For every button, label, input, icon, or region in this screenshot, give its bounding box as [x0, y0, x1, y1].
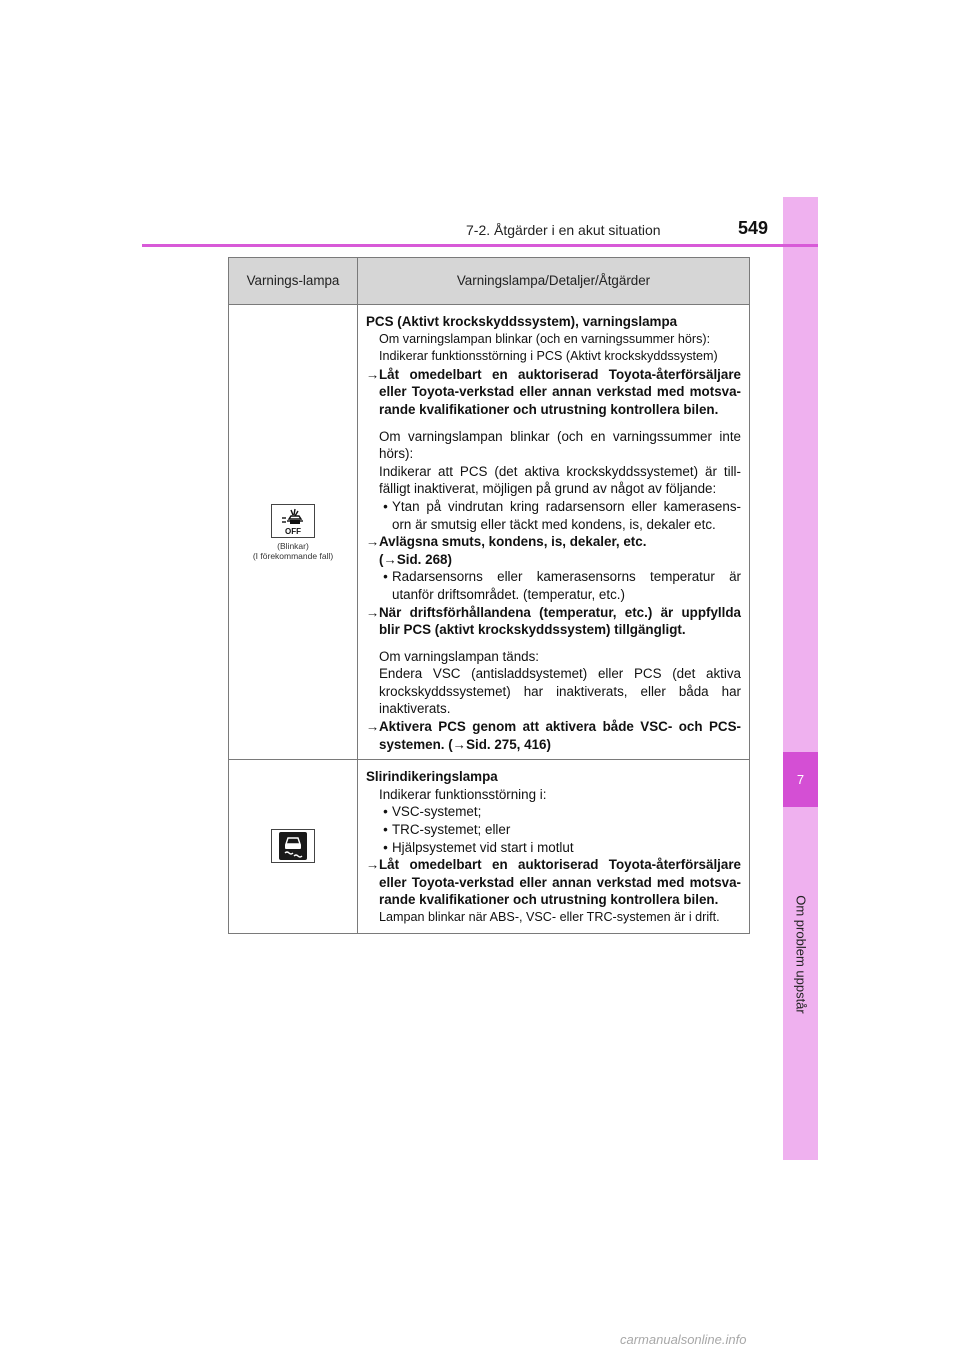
bullet-icon: • — [383, 839, 388, 855]
arrow-icon: → — [366, 719, 380, 735]
icon-off-text: OFF — [285, 526, 301, 536]
bullet-item: • Ytan på vindrutan kring radarsensorn eller kamerasens-orn är smutsig eller täckt med kondens, is, dekaler etc. — [366, 498, 741, 533]
table-row — [229, 305, 750, 760]
table-header-row — [229, 258, 750, 305]
indication-text: Indikerar att PCS (det aktiva krockskyddssystemet) är till-fälligt inaktiverat, möjligen på grund av något av följande: — [379, 463, 741, 497]
action-text: → Aktivera PCS genom att aktivera både VSC- och PCS-systemen. (→Sid. 275, 416) — [366, 719, 741, 752]
bullet-icon: • — [383, 569, 388, 585]
bullet-icon: • — [383, 498, 388, 514]
chapter-side-tab — [783, 197, 818, 1160]
skidding-car-icon — [279, 832, 307, 860]
arrow-icon: → — [366, 366, 380, 382]
arrow-icon: → — [366, 604, 380, 620]
condition-text: Om varningslampan tänds: — [379, 648, 540, 664]
pcs-off-warning-icon — [271, 504, 315, 538]
arrow-icon: → — [366, 534, 380, 550]
action-text: → Avlägsna smuts, kondens, is, dekaler, etc. (→Sid. 268) — [366, 534, 647, 567]
watermark: carmanualsonline.info — [620, 1332, 747, 1347]
warning-lamp-table — [228, 257, 750, 934]
bullet-item: • Hjälpsystemet vid start i motlut — [366, 839, 741, 857]
header-lamp: Varnings-lampa — [229, 258, 358, 305]
action-text: → Låt omedelbart en auktoriserad Toyota-återförsäljare eller Toyota-verkstad eller annan verkstad med motsva-rande kvalifikationer och utrustning kontrollera bilen. — [366, 857, 741, 908]
lamp-cell — [229, 760, 358, 933]
bullet-item: • VSC-systemet; — [366, 803, 741, 821]
lamp-title: PCS (Aktivt krockskyddssystem), varningslampa — [366, 314, 678, 329]
lamp-title: Slirindikeringslampa — [366, 769, 498, 785]
details-cell — [358, 760, 750, 933]
indication-text: Indikerar funktionsstörning i PCS (Aktivt krockskyddssystem) — [379, 349, 718, 364]
indication-text: Indikerar funktionsstörning i: — [379, 786, 547, 802]
condition-text: Om varningslampan blinkar (och en varningssummer inte hörs): — [379, 428, 741, 462]
bullet-icon: • — [383, 822, 388, 838]
section-title: 7-2. Åtgärder i en akut situation — [466, 222, 661, 238]
bullet-icon: • — [383, 804, 388, 820]
chapter-number: 7 — [796, 772, 805, 787]
slip-indicator-icon — [271, 829, 315, 863]
arrow-icon: → — [366, 857, 380, 873]
bullet-item: • Radarsensorns eller kamerasensorns temperatur är utanför driftsområdet. (temperatur, etc.) — [366, 568, 741, 603]
action-text: → När driftsförhållandena (temperatur, etc.) är uppfyllda blir PCS (aktivt krockskyddssystem) tillgängligt. — [366, 604, 741, 638]
page-number: 549 — [738, 218, 769, 238]
header-divider — [142, 244, 818, 247]
header-details: Varningslampa/Detaljer/Åtgärder — [358, 258, 750, 305]
note-text: Lampan blinkar när ABS-, VSC- eller TRC-systemen är i drift. — [379, 910, 720, 924]
table-row — [229, 760, 750, 933]
action-text: → Låt omedelbart en auktoriserad Toyota-återförsäljare eller Toyota-verkstad eller annan verkstad med motsva-rande kvalifikationer och utrustning kontrollera bilen. — [366, 366, 741, 417]
lamp-cell — [229, 305, 358, 760]
indication-text: Endera VSC (antisladdsystemet) eller PCS (det aktiva krockskyddssystemet) har inaktiverats, eller båda har inaktiverats. — [379, 666, 741, 717]
chapter-title: Om problem uppstår — [793, 895, 809, 1014]
icon-caption-blinking: (Blinkar) — [277, 540, 309, 551]
icon-caption-if-applicable: (I förekommande fall) — [252, 550, 334, 561]
condition-text: Om varningslampan blinkar (och en varningssummer hörs): — [379, 331, 711, 346]
car-collision-icon — [278, 508, 308, 528]
details-cell — [358, 305, 750, 760]
bullet-item: • TRC-systemet; eller — [366, 821, 741, 839]
